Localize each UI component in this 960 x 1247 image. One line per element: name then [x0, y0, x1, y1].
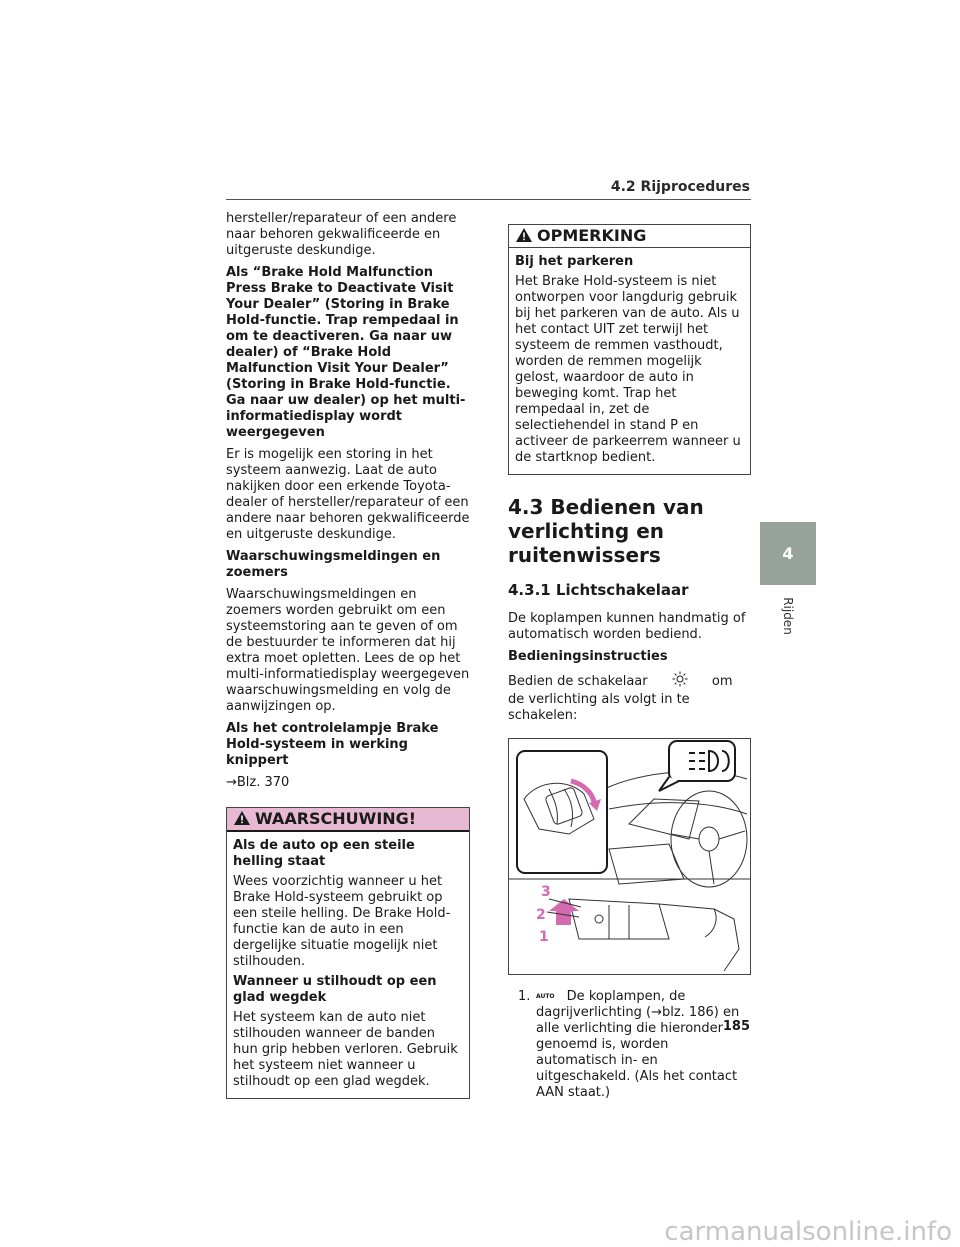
paragraph: Er is mogelijk een storing in het systeem aanwezig. Laat de auto nakijken door een erkende Toyota-dealer of hersteller/reparateur of een andere naar behoren gekwalificeerde en uitgeruste deskundige.	[226, 447, 470, 542]
note-header	[509, 225, 750, 248]
section-heading: 4.3 Bedienen van verlichting en ruitenwissers	[508, 495, 704, 567]
page-reference: →Blz. 370	[226, 775, 290, 790]
list-text: $^{AUTO}$ De koplampen, de dagrijverlichting (→blz. 186) en alle verlichting die hieronder genoemd is, worden automatisch in- en uitgeschakeld. (Als het contact AAN staat.)	[536, 989, 740, 1100]
subheading-lamp: Als het controlelampje Brake Hold-systeem in werking knippert	[226, 721, 439, 768]
subsection-heading: 4.3.1 Lichtschakelaar	[508, 581, 689, 599]
light-sun-icon	[672, 671, 688, 692]
auto-light-icon: AUTO	[536, 993, 555, 1000]
list-number: 1.	[518, 989, 531, 1004]
figure-label-2: 2	[536, 907, 546, 923]
warning-box	[226, 807, 470, 1099]
warning-subheading: Als de auto op een steile helling staat	[233, 838, 415, 869]
chapter-label: Rijden	[781, 597, 795, 635]
warning-header	[227, 808, 469, 832]
note-subheading: Bij het parkeren	[515, 254, 634, 269]
warning-triangle-icon	[515, 227, 533, 246]
warning-text: Wees voorzichtig wanneer u het Brake Hold-systeem gebruikt op een steile helling. De Brake Hold-functie kan de auto in een dergelijke situatie mogelijk niet stilhouden.	[233, 874, 451, 969]
list-item	[508, 989, 751, 1101]
paragraph: De koplampen kunnen handmatig of automatisch worden bediend.	[508, 611, 746, 642]
chapter-tab: 4	[760, 522, 816, 585]
watermark: carmanualsonline.info	[664, 1217, 952, 1247]
subheading-malfunction: Als “Brake Hold Malfunction Press Brake to Deactivate Visit Your Dealer” (Storing in Brake Hold-functie. Trap rempedaal in om te deactiveren. Ga naar uw dealer) of “Brake Hold Malfunction Visit Your Dealer” (Storing in Brake Hold-functie. Ga naar uw dealer) op het multi-informatiedisplay wordt weergegeven	[226, 265, 466, 440]
warning-triangle-icon	[233, 810, 251, 829]
header-rule	[226, 199, 751, 200]
paragraph: Waarschuwingsmeldingen en zoemers worden gebruikt om een systeemstoring aan te geven of om de bestuurder te informeren dat hij extra moet opletten. Lees de op het multi-informatiedisplay weergegeven waarschuwingsmelding en volg de aanwijzingen op.	[226, 587, 470, 714]
paragraph: hersteller/reparateur of een andere naar behoren gekwalificeerde en uitgeruste deskundige.	[226, 211, 457, 258]
note-text: Het Brake Hold-systeem is niet ontworpen voor langdurig gebruik bij het parkeren van de auto. Als u het contact UIT zet terwijl het systeem de remmen vasthoudt, worden de remmen mogelijk gelost, waardoor de auto in beweging komt. Trap het rempedaal in, zet de selectiehendel in stand P en activeer de parkeerrem wanneer u de startknop bedient.	[515, 274, 741, 465]
right-column	[508, 224, 751, 1101]
paragraph-switch: Bedien de schakelaar om de verlichting als volgt in te schakelen:	[508, 671, 751, 724]
note-title: OPMERKING	[537, 226, 647, 245]
page-number: 185	[722, 1019, 750, 1034]
subheading-instructions: Bedieningsinstructies	[508, 649, 668, 664]
figure-label-1: 1	[539, 929, 549, 945]
warning-subheading: Wanneer u stilhoudt op een glad wegdek	[233, 974, 437, 1005]
warning-title: WAARSCHUWING!	[255, 809, 417, 828]
note-body	[509, 248, 750, 474]
subheading-warnings: Waarschuwingsmeldingen en zoemers	[226, 549, 441, 580]
figure-label-3: 3	[541, 884, 551, 900]
light-switch-illustration	[508, 738, 751, 975]
warning-text: Het systeem kan de auto niet stilhouden wanneer de banden hun grip hebben verloren. Gebruik het systeem niet wanneer u stilhoudt op een glad wegdek.	[233, 1010, 458, 1089]
warning-body	[227, 832, 469, 1098]
left-column	[226, 211, 470, 1099]
note-box	[508, 224, 751, 475]
section-header: 4.2 Rijprocedures	[610, 179, 750, 195]
